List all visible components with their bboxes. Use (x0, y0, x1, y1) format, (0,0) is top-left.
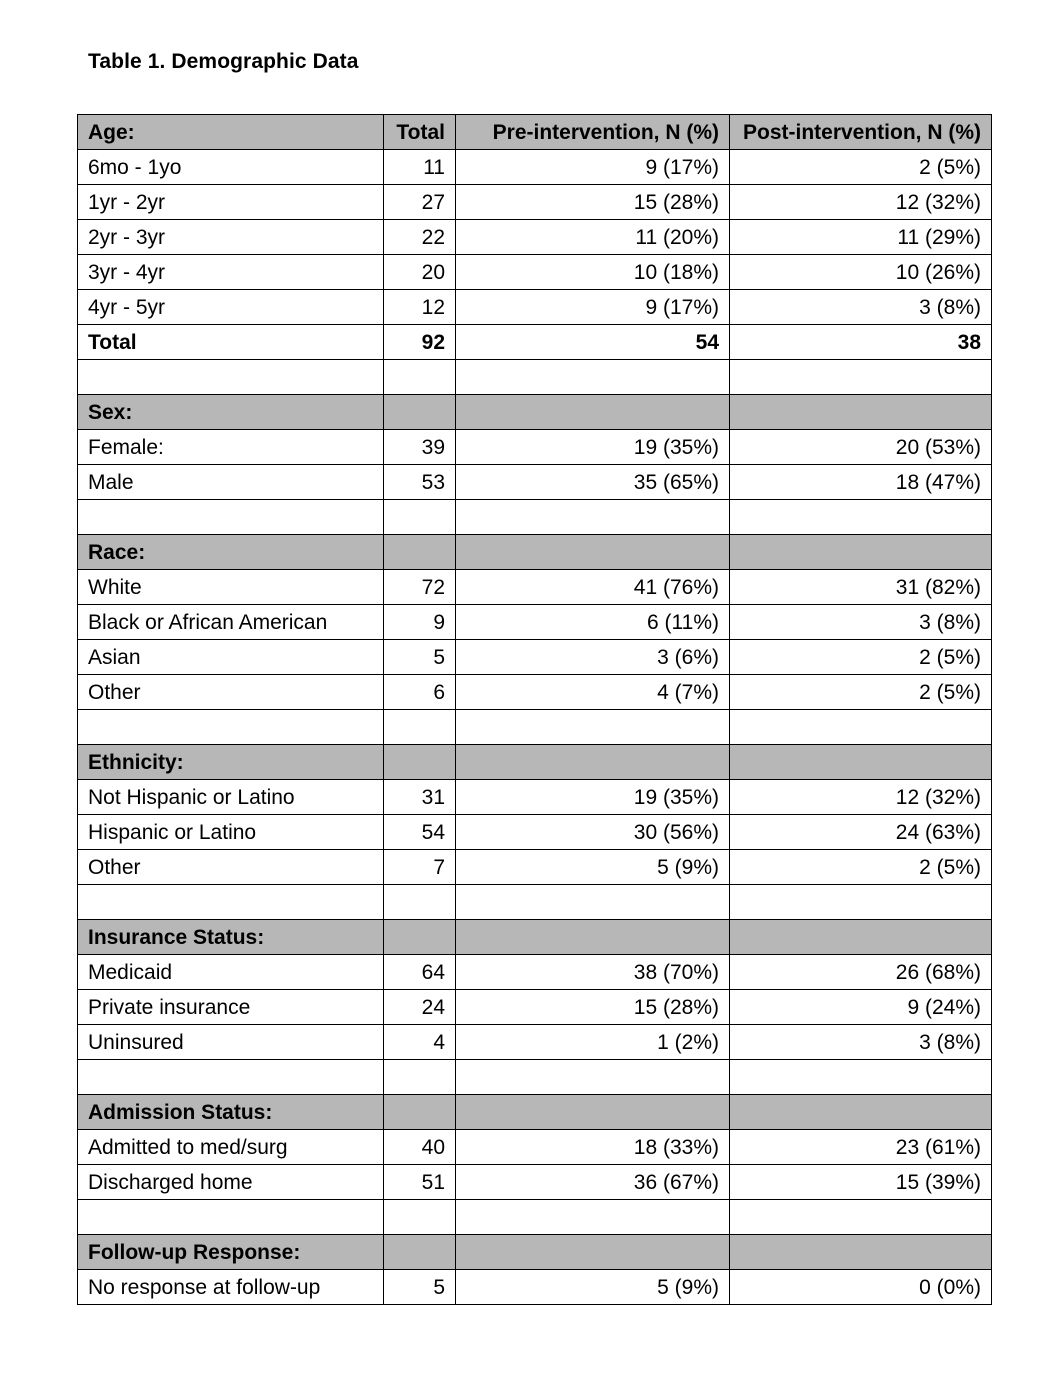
section-header-followup (78, 1235, 992, 1270)
table-row (78, 780, 992, 815)
section-header-race (78, 535, 992, 570)
row-total: 27 (384, 185, 456, 220)
row-pre: 10 (18%) (456, 255, 730, 290)
table-row (78, 1130, 992, 1165)
row-total: 51 (384, 1165, 456, 1200)
row-total: 40 (384, 1130, 456, 1165)
row-total: 4 (384, 1025, 456, 1060)
table-row (78, 1165, 992, 1200)
row-total: 64 (384, 955, 456, 990)
section-header-admission (78, 1095, 992, 1130)
row-pre: 1 (2%) (456, 1025, 730, 1060)
spacer-row (78, 1060, 992, 1095)
row-pre: 15 (28%) (456, 990, 730, 1025)
age-total-row (78, 325, 992, 360)
row-total: 54 (384, 815, 456, 850)
row-label: Discharged home (78, 1165, 384, 1200)
row-pre: 9 (17%) (456, 150, 730, 185)
row-pre: 15 (28%) (456, 185, 730, 220)
row-label: 3yr - 4yr (78, 255, 384, 290)
table-row (78, 675, 992, 710)
row-total: 12 (384, 290, 456, 325)
row-label: 2yr - 3yr (78, 220, 384, 255)
row-pre: 38 (70%) (456, 955, 730, 990)
table-row (78, 465, 992, 500)
section-heading: Admission Status: (78, 1095, 384, 1130)
row-pre: 9 (17%) (456, 290, 730, 325)
spacer-row (78, 1200, 992, 1235)
row-label: No response at follow-up (78, 1270, 384, 1305)
row-pre: 36 (67%) (456, 1165, 730, 1200)
row-pre: 19 (35%) (456, 430, 730, 465)
table-row (78, 290, 992, 325)
row-pre: 19 (35%) (456, 780, 730, 815)
spacer-row (78, 500, 992, 535)
row-total: 92 (384, 325, 456, 360)
header-total: Total (384, 115, 456, 150)
row-pre: 5 (9%) (456, 1270, 730, 1305)
row-post: 0 (0%) (730, 1270, 992, 1305)
table-row (78, 1270, 992, 1305)
row-label: Hispanic or Latino (78, 815, 384, 850)
row-post: 2 (5%) (730, 675, 992, 710)
section-header-sex (78, 395, 992, 430)
row-pre: 18 (33%) (456, 1130, 730, 1165)
table-row (78, 185, 992, 220)
row-post: 38 (730, 325, 992, 360)
table-row (78, 955, 992, 990)
row-label: Female: (78, 430, 384, 465)
row-label: Admitted to med/surg (78, 1130, 384, 1165)
section-heading: Race: (78, 535, 384, 570)
row-post: 3 (8%) (730, 605, 992, 640)
spacer-row (78, 710, 992, 745)
row-post: 3 (8%) (730, 290, 992, 325)
row-label: Black or African American (78, 605, 384, 640)
table-row (78, 605, 992, 640)
row-label: Male (78, 465, 384, 500)
row-pre: 4 (7%) (456, 675, 730, 710)
table-row (78, 220, 992, 255)
row-total: 31 (384, 780, 456, 815)
row-post: 26 (68%) (730, 955, 992, 990)
row-post: 15 (39%) (730, 1165, 992, 1200)
table-row (78, 815, 992, 850)
row-post: 2 (5%) (730, 150, 992, 185)
row-post: 2 (5%) (730, 850, 992, 885)
row-label: Asian (78, 640, 384, 675)
row-total: 11 (384, 150, 456, 185)
row-total: 5 (384, 640, 456, 675)
table-title: Table 1. Demographic Data (88, 50, 359, 73)
row-label: Total (78, 325, 384, 360)
table-row (78, 430, 992, 465)
table-row (78, 850, 992, 885)
header-row (78, 115, 992, 150)
section-header-insurance (78, 920, 992, 955)
header-age: Age: (78, 115, 384, 150)
row-label: White (78, 570, 384, 605)
row-label: 4yr - 5yr (78, 290, 384, 325)
row-post: 10 (26%) (730, 255, 992, 290)
row-total: 22 (384, 220, 456, 255)
row-label: 6mo - 1yo (78, 150, 384, 185)
row-pre: 11 (20%) (456, 220, 730, 255)
table-row (78, 150, 992, 185)
row-total: 6 (384, 675, 456, 710)
section-header-ethnicity (78, 745, 992, 780)
row-label: Other (78, 850, 384, 885)
row-total: 53 (384, 465, 456, 500)
row-total: 7 (384, 850, 456, 885)
table-row (78, 1025, 992, 1060)
row-post: 3 (8%) (730, 1025, 992, 1060)
row-post: 2 (5%) (730, 640, 992, 675)
section-heading: Ethnicity: (78, 745, 384, 780)
spacer-row (78, 885, 992, 920)
table-row (78, 255, 992, 290)
row-label: Other (78, 675, 384, 710)
row-post: 12 (32%) (730, 185, 992, 220)
row-total: 20 (384, 255, 456, 290)
row-pre: 54 (456, 325, 730, 360)
row-pre: 6 (11%) (456, 605, 730, 640)
row-post: 20 (53%) (730, 430, 992, 465)
row-total: 72 (384, 570, 456, 605)
row-pre: 41 (76%) (456, 570, 730, 605)
section-heading: Insurance Status: (78, 920, 384, 955)
row-total: 24 (384, 990, 456, 1025)
section-heading: Sex: (78, 395, 384, 430)
row-post: 11 (29%) (730, 220, 992, 255)
demographic-table (77, 114, 992, 1305)
row-pre: 5 (9%) (456, 850, 730, 885)
table-row (78, 640, 992, 675)
row-post: 23 (61%) (730, 1130, 992, 1165)
row-total: 39 (384, 430, 456, 465)
row-total: 5 (384, 1270, 456, 1305)
row-post: 31 (82%) (730, 570, 992, 605)
row-pre: 30 (56%) (456, 815, 730, 850)
row-label: Uninsured (78, 1025, 384, 1060)
row-post: 18 (47%) (730, 465, 992, 500)
header-post-intervention: Post-intervention, N (%) (730, 115, 992, 150)
row-pre: 3 (6%) (456, 640, 730, 675)
row-total: 9 (384, 605, 456, 640)
row-label: 1yr - 2yr (78, 185, 384, 220)
table-row (78, 990, 992, 1025)
row-post: 24 (63%) (730, 815, 992, 850)
row-label: Private insurance (78, 990, 384, 1025)
section-heading: Follow-up Response: (78, 1235, 384, 1270)
table-row (78, 570, 992, 605)
row-label: Medicaid (78, 955, 384, 990)
row-post: 12 (32%) (730, 780, 992, 815)
row-label: Not Hispanic or Latino (78, 780, 384, 815)
row-post: 9 (24%) (730, 990, 992, 1025)
row-pre: 35 (65%) (456, 465, 730, 500)
spacer-row (78, 360, 992, 395)
header-pre-intervention: Pre-intervention, N (%) (456, 115, 730, 150)
